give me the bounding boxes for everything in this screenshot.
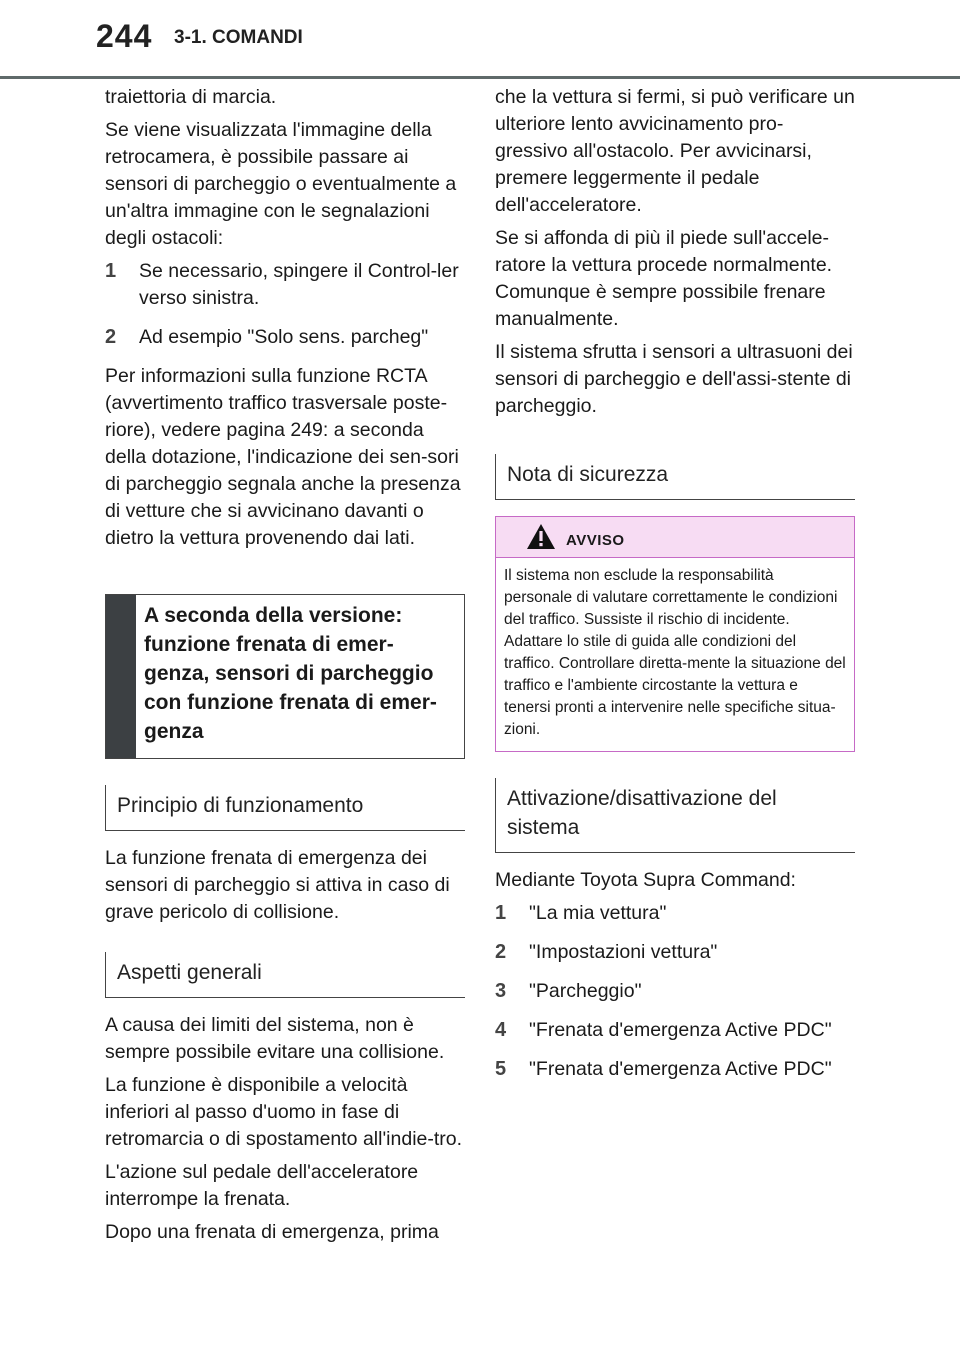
warning-triangle-icon: [526, 523, 556, 558]
step-number: 1: [105, 260, 117, 282]
warning-box: [495, 516, 855, 752]
paragraph: che la vettura si fermi, si può verificare un ulteriore lento avvicinamento pro-gressivo all'ostacolo. Per avvicinarsi, premere leggermente il pedale dell'acceleratore.: [495, 86, 855, 216]
paragraph: Il sistema sfrutta i sensori a ultrasuoni dei sensori di parcheggio e dell'assi-stente di parcheggio.: [495, 341, 853, 417]
paragraph: A causa dei limiti del sistema, non è sempre possibile evitare una collisione.: [105, 1014, 445, 1063]
step-item: [495, 978, 855, 1005]
left-column: [105, 84, 465, 1252]
chapter-heading-box: [105, 594, 465, 759]
step-text: "La mia vettura": [529, 902, 667, 924]
warning-label: AVVISO: [566, 532, 625, 549]
step-number: 2: [105, 326, 117, 348]
paragraph: Se viene visualizzata l'immagine della retrocamera, è possibile passare ai sensori di parcheggio o eventualmente a un'altra immagine con le segnalazioni degli ostacoli:: [105, 119, 457, 249]
step-text: "Frenata d'emergenza Active PDC": [529, 1019, 832, 1041]
subheading-aspetti: Aspetti generali: [105, 952, 465, 998]
step-text: "Impostazioni vettura": [529, 941, 718, 963]
step-text: Ad esempio "Solo sens. parcheg": [139, 326, 429, 348]
step-item: [495, 1056, 855, 1083]
step-text: "Frenata d'emergenza Active PDC": [529, 1058, 832, 1080]
header-rule: [0, 76, 960, 79]
step-number: 3: [495, 980, 507, 1002]
step-number: 4: [495, 1019, 507, 1041]
step-item: [495, 900, 855, 927]
paragraph: Dopo una frenata di emergenza, prima: [105, 1221, 439, 1243]
paragraph: Se si affonda di più il piede sull'accele-ratore la vettura procede normalmente. Comunque è sempre possibile frenare manualmente.: [495, 227, 833, 330]
paragraph: Per informazioni sulla funzione RCTA (avvertimento traffico trasversale poste-riore), vedere pagina 249: a seconda della dotazione, l'indicazione dei sen-sori di parcheggio segnala anche la presenza di vetture che si avvicinano davanti o dietro la vettura provenendo dai lati.: [105, 365, 461, 549]
warning-header: [496, 517, 854, 558]
chapter-heading: A seconda della versione: funzione frenata di emer-genza, sensori di parcheggio con funzione frenata di emer-genza: [144, 604, 437, 743]
step-text: Se necessario, spingere il Control-ler verso sinistra.: [139, 260, 459, 309]
subheading-attivazione: Attivazione/disattivazione del sistema: [495, 778, 855, 853]
paragraph: La funzione è disponibile a velocità inferiori al passo d'uomo in fase di retromarcia o di spostamento all'indie-tro.: [105, 1074, 463, 1150]
step-number: 1: [495, 902, 507, 924]
section-title: 3-1. COMANDI: [174, 27, 303, 48]
warning-text: Il sistema non esclude la responsabilità personale di valutare correttamente le condizioni del traffico. Sussiste il rischio di incidente. Adattare lo stile di guida alle condizioni del traffico. Controllare diretta-mente la situazione del traffico e l'ambiente circostante la vettura e tenersi pronti a intervenire nelle specifiche situa-zioni.: [504, 567, 846, 738]
page-number: 244: [96, 18, 153, 54]
step-item: [105, 258, 465, 312]
paragraph: L'azione sul pedale dell'acceleratore interrompe la frenata.: [105, 1161, 419, 1210]
step-item: [495, 939, 855, 966]
paragraph: traiettoria di marcia.: [105, 86, 277, 108]
subheading-principio: Principio di funzionamento: [105, 785, 465, 831]
step-item: [495, 1017, 855, 1044]
step-item: [105, 324, 465, 351]
step-number: 2: [495, 941, 507, 963]
subheading-nota-sicurezza: Nota di sicurezza: [495, 454, 855, 500]
paragraph: Mediante Toyota Supra Command:: [495, 869, 796, 891]
step-text: "Parcheggio": [529, 980, 642, 1002]
page-header: [0, 0, 960, 80]
heading-bar: [106, 595, 136, 758]
step-number: 5: [495, 1058, 507, 1080]
right-column: [495, 84, 855, 1095]
paragraph: La funzione frenata di emergenza dei sensori di parcheggio si attiva in caso di grave pericolo di collisione.: [105, 847, 450, 923]
